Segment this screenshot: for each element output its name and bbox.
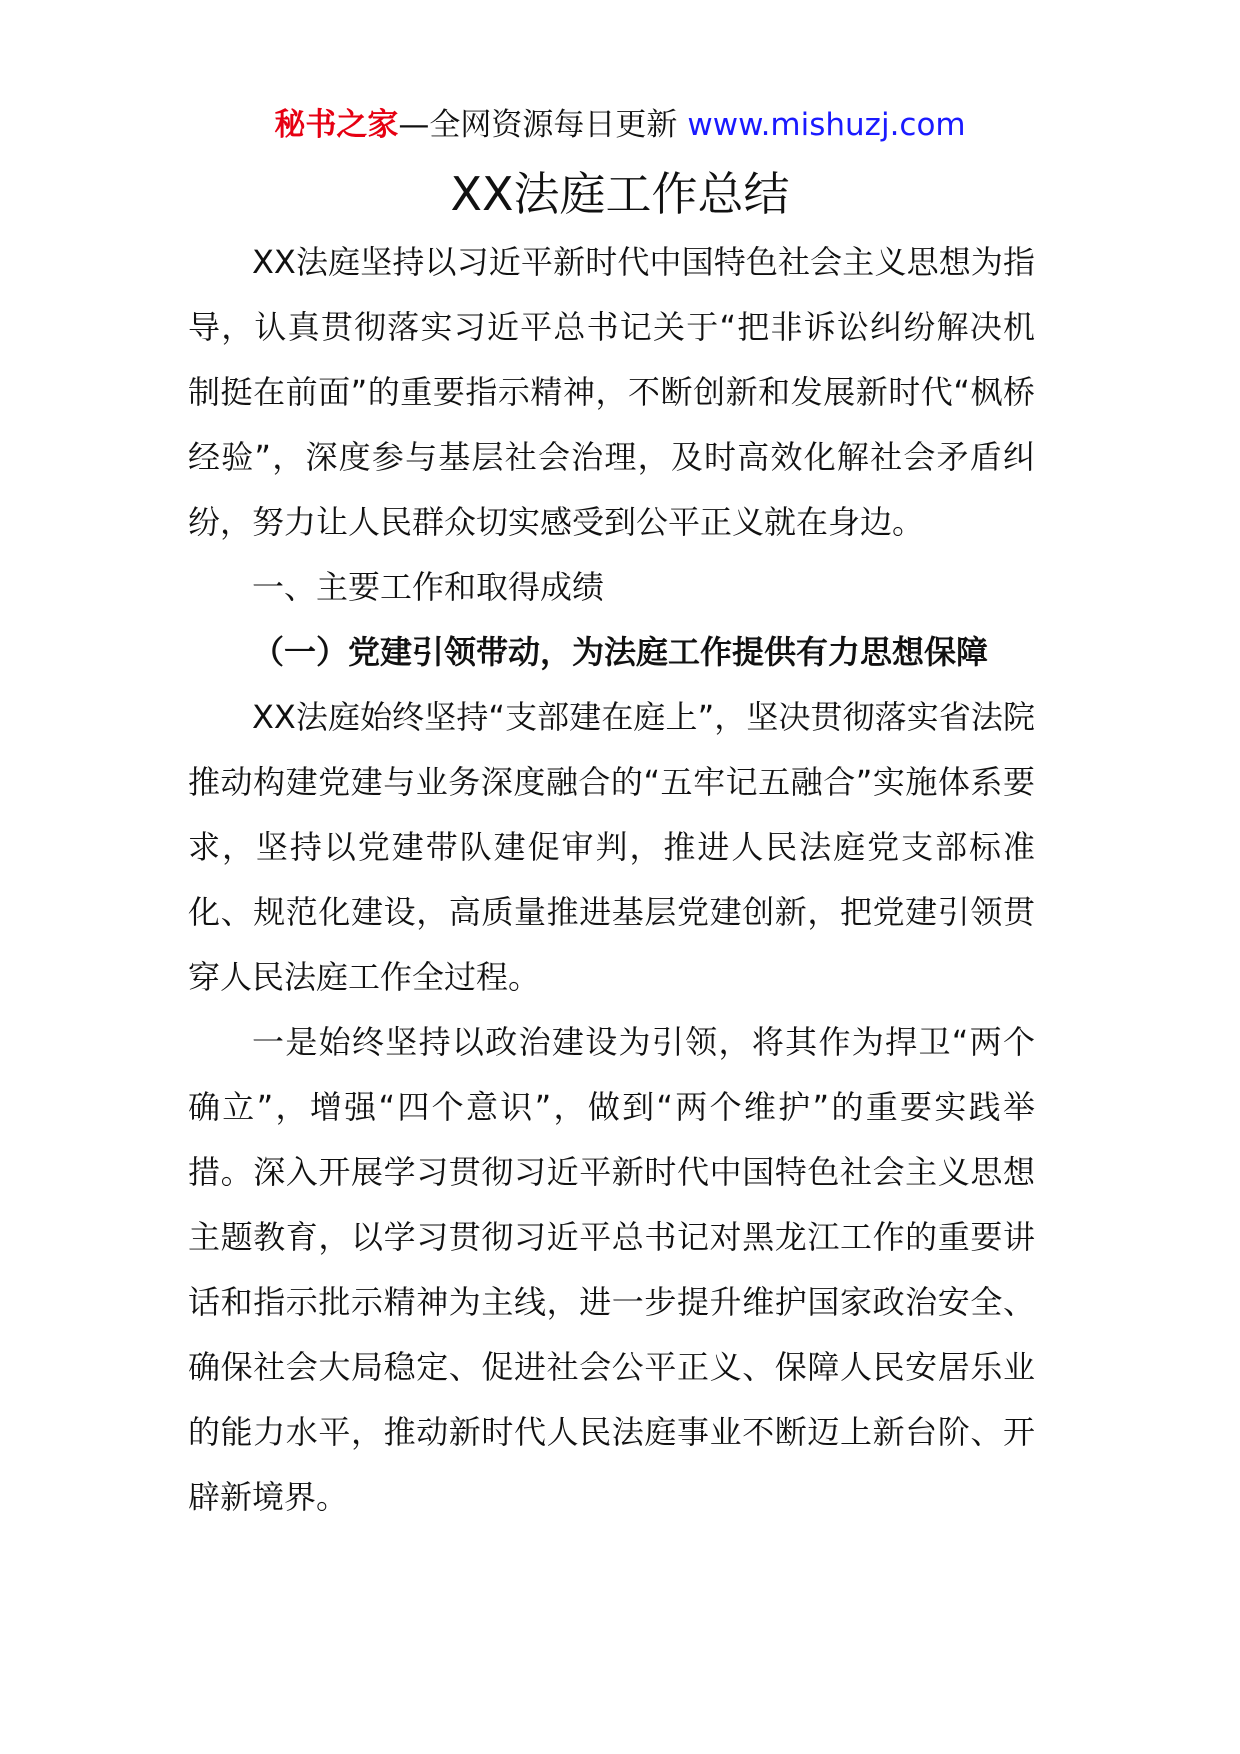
document-body xyxy=(188,230,1035,1530)
header-banner xyxy=(0,102,1240,148)
website-link[interactable]: www.mishuzj.com xyxy=(687,107,966,143)
brand-name: 秘书之家 xyxy=(274,107,399,143)
document-title: XX法庭工作总结 xyxy=(450,167,790,221)
intro-paragraph: XX法庭坚持以习近平新时代中国特色社会主义思想为指导，认真贯彻落实习近平总书记关于“把非诉讼纠纷解决机制挺在前面”的重要指示精神，不断创新和发展新时代“枫桥经验”，深度参与基层社会治理，及时高效化解社会矛盾纠纷，努力让人民群众切实感受到公平正义就在身边。 xyxy=(188,243,1035,541)
subsection-heading: （一）党建引领带动，为法庭工作提供有力思想保障 xyxy=(252,633,989,671)
body-paragraph: 一是始终坚持以政治建设为引领，将其作为捍卫“两个确立”，增强“四个意识”，做到“两个维护”的重要实践举措。深入开展学习贯彻习近平新时代中国特色社会主义思想主题教育，以学习贯彻习近平总书记对黑龙江工作的重要讲话和指示批示精神为主线，进一步提升维护国家政治安全、确保社会大局稳定、促进社会公平正义、保障人民安居乐业的能力水平，推动新时代人民法庭事业不断迈上新台阶、开辟新境界。 xyxy=(188,1023,1035,1516)
section-heading: 一、主要工作和取得成绩 xyxy=(252,568,605,606)
banner-slogan: —全网资源每日更新 xyxy=(398,107,678,143)
body-paragraph: XX法庭始终坚持“支部建在庭上”，坚决贯彻落实省法院推动构建党建与业务深度融合的“五牢记五融合”实施体系要求，坚持以党建带队建促审判，推进人民法庭党支部标准化、规范化建设，高质量推进基层党建创新，把党建引领贯穿人民法庭工作全过程。 xyxy=(188,698,1035,996)
